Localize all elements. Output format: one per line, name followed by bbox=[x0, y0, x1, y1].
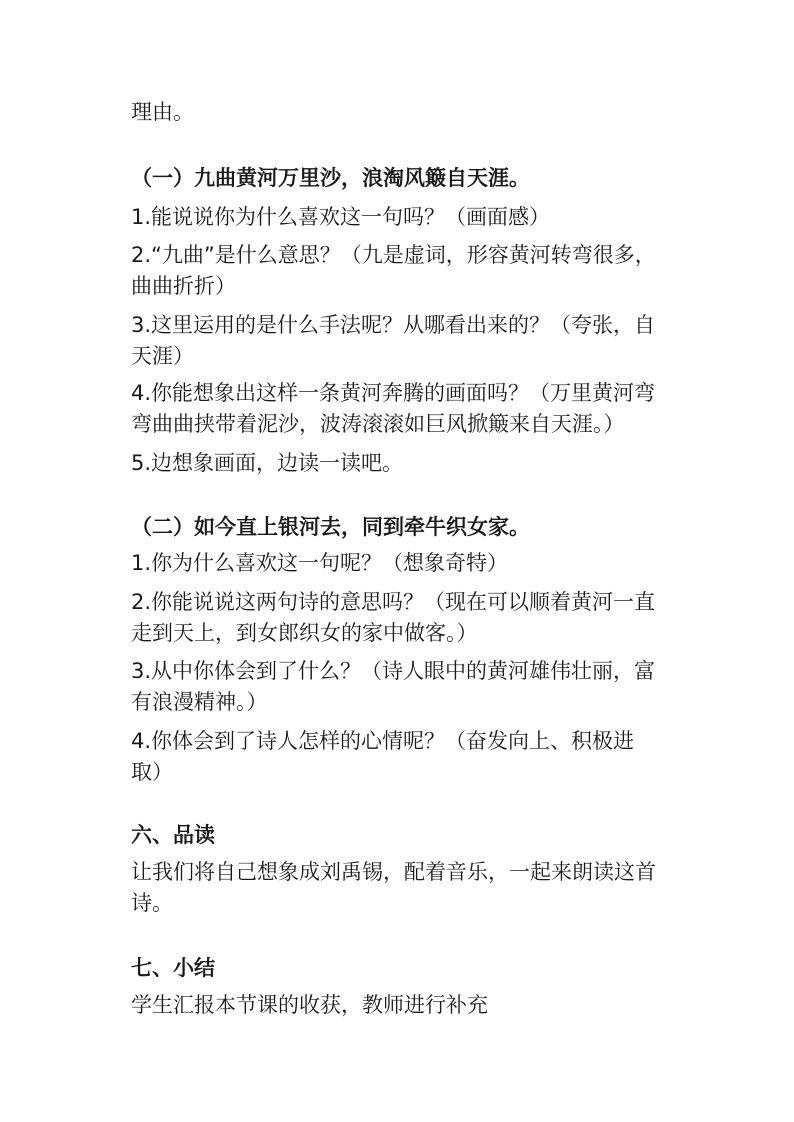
part1-line: 5.边想象画面，边读一读吧。 bbox=[131, 451, 404, 475]
part2-line: 4.你体会到了诗人怎样的心情呢？（奋发向上、积极进 bbox=[131, 729, 635, 753]
part2-line: 2.你能说说这两句诗的意思吗？（现在可以顺着黄河一直 bbox=[131, 590, 656, 614]
part2-heading: （二）如今直上银河去，同到牵牛织女家。 bbox=[131, 515, 530, 539]
part1-line: 3.这里运用的是什么手法呢？从哪看出来的？（夸张，自 bbox=[131, 313, 656, 337]
part2-line: 3.从中你体会到了什么？（诗人眼中的黄河雄伟壮丽，富 bbox=[131, 659, 656, 683]
section6-line: 让我们将自己想象成刘禹锡，配着音乐，一起来朗读这首 bbox=[131, 860, 656, 884]
part1-line: 2.“九曲”是什么意思？（九是虚词，形容黄河转弯很多， bbox=[131, 243, 656, 267]
part2-line: 有浪漫精神。） bbox=[131, 690, 268, 714]
part2-line: 走到天上，到女郎织女的家中做客。） bbox=[131, 621, 478, 645]
section6-line: 诗。 bbox=[131, 891, 173, 915]
section6-heading: 六、品读 bbox=[131, 823, 215, 847]
part1-heading: （一）九曲黄河万里沙，浪淘风簸自天涯。 bbox=[131, 166, 530, 190]
section7-line: 学生汇报本节课的收获，教师进行补充 bbox=[131, 993, 488, 1017]
section7-heading: 七、小结 bbox=[131, 956, 215, 980]
intro-end-text: 理由。 bbox=[131, 100, 194, 124]
part1-line: 弯曲曲挟带着泥沙，波涛滚滚如巨风掀簸来自天涯。） bbox=[131, 412, 625, 436]
part1-line: 天涯） bbox=[131, 344, 194, 368]
part2-line: 取） bbox=[131, 760, 173, 784]
part1-line: 曲曲折折） bbox=[131, 274, 236, 298]
part1-line: 1.能说说你为什么喜欢这一句吗？（画面感） bbox=[131, 205, 551, 229]
part1-line: 4.你能想象出这样一条黄河奔腾的画面吗？（万里黄河弯 bbox=[131, 381, 656, 405]
part2-line: 1.你为什么喜欢这一句呢？（想象奇特） bbox=[131, 551, 509, 575]
